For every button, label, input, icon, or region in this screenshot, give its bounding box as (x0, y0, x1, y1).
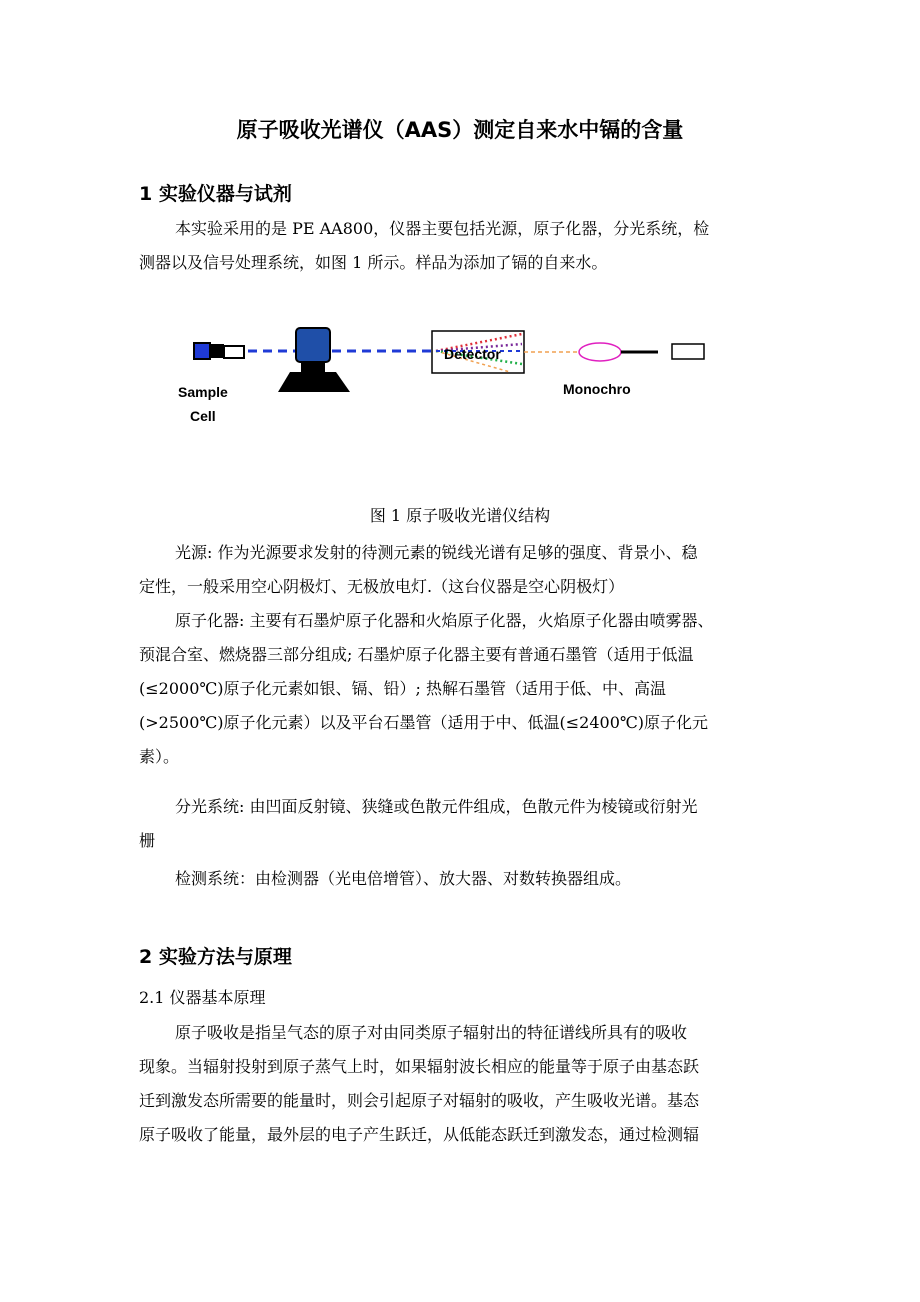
monochromator-icon (579, 343, 621, 361)
intro-line-1: 本实验采用的是 PE AA800，仪器主要包括光源，原子化器，分光系统，检 (175, 219, 710, 238)
atomizer-paragraph: 原子化器: 主要有石墨炉原子化器和火焰原子化器，火焰原子化器由喷雾器、 预混合室、燃烧器三部分组成; 石墨炉原子化器主要有普通石墨管（适用于低温 (≤2000℃)原子化元素如银、镉、铅）; 热解石墨管（适用于低、中、高温 (>2500℃)原子化元素）以及平台石墨管（适用于中、低温(≤2400℃)原子化元 素）。 (139, 611, 714, 766)
label-sample: Sample (178, 384, 228, 400)
atomizer-icon (278, 328, 350, 392)
label-cell: Cell (190, 408, 216, 424)
figure-caption: 图 1 原子吸收光谱仪结构 (369, 506, 551, 525)
lamp-icon (194, 343, 244, 359)
aas-structure-diagram (170, 318, 730, 438)
section-2-1-heading: 2.1 仪器基本原理 (139, 988, 266, 1007)
section-1-heading: 1 实验仪器与试剂 (139, 183, 292, 205)
label-detector: Detector (444, 346, 501, 362)
document-title: 原子吸收光谱仪（AAS）测定自来水中镉的含量 (236, 118, 684, 142)
detection-paragraph: 检测系统：由检测器（光电倍增管）、放大器、对数转换器组成。 (175, 869, 632, 888)
light-source-paragraph: 光源: 作为光源要求发射的待测元素的锐线光谱有足够的强度、背景小、稳 定性，一般采用空心阴极灯、无极放电灯.（这台仪器是空心阴极灯） (139, 543, 698, 596)
section-2-heading: 2 实验方法与原理 (139, 946, 292, 968)
spectroscopy-paragraph: 分光系统: 由凹面反射镜、狭缝或色散元件组成，色散元件为棱镜或衍射光 栅 (139, 797, 698, 850)
section-1-intro (139, 212, 783, 280)
label-monochro: Monochro (563, 381, 631, 397)
section-2-body: 原子吸收是指呈气态的原子对由同类原子辐射出的特征谱线所具有的吸收 现象。当辐射投射到原子蒸气上时，如果辐射波长相应的能量等于原子由基态跃 迁到激发态所需要的能量时，则会引起原子对辐射的吸收，产生吸收光谱。基态 原子吸收了能量，最外层的电子产生跃迁，从低能态跃迁到激发态，通过检测辐 (139, 1023, 700, 1144)
intro-line-2: 测器以及信号处理系统，如图 1 所示。样品为添加了镉的自来水。 (139, 253, 608, 272)
readout-box (672, 344, 704, 359)
